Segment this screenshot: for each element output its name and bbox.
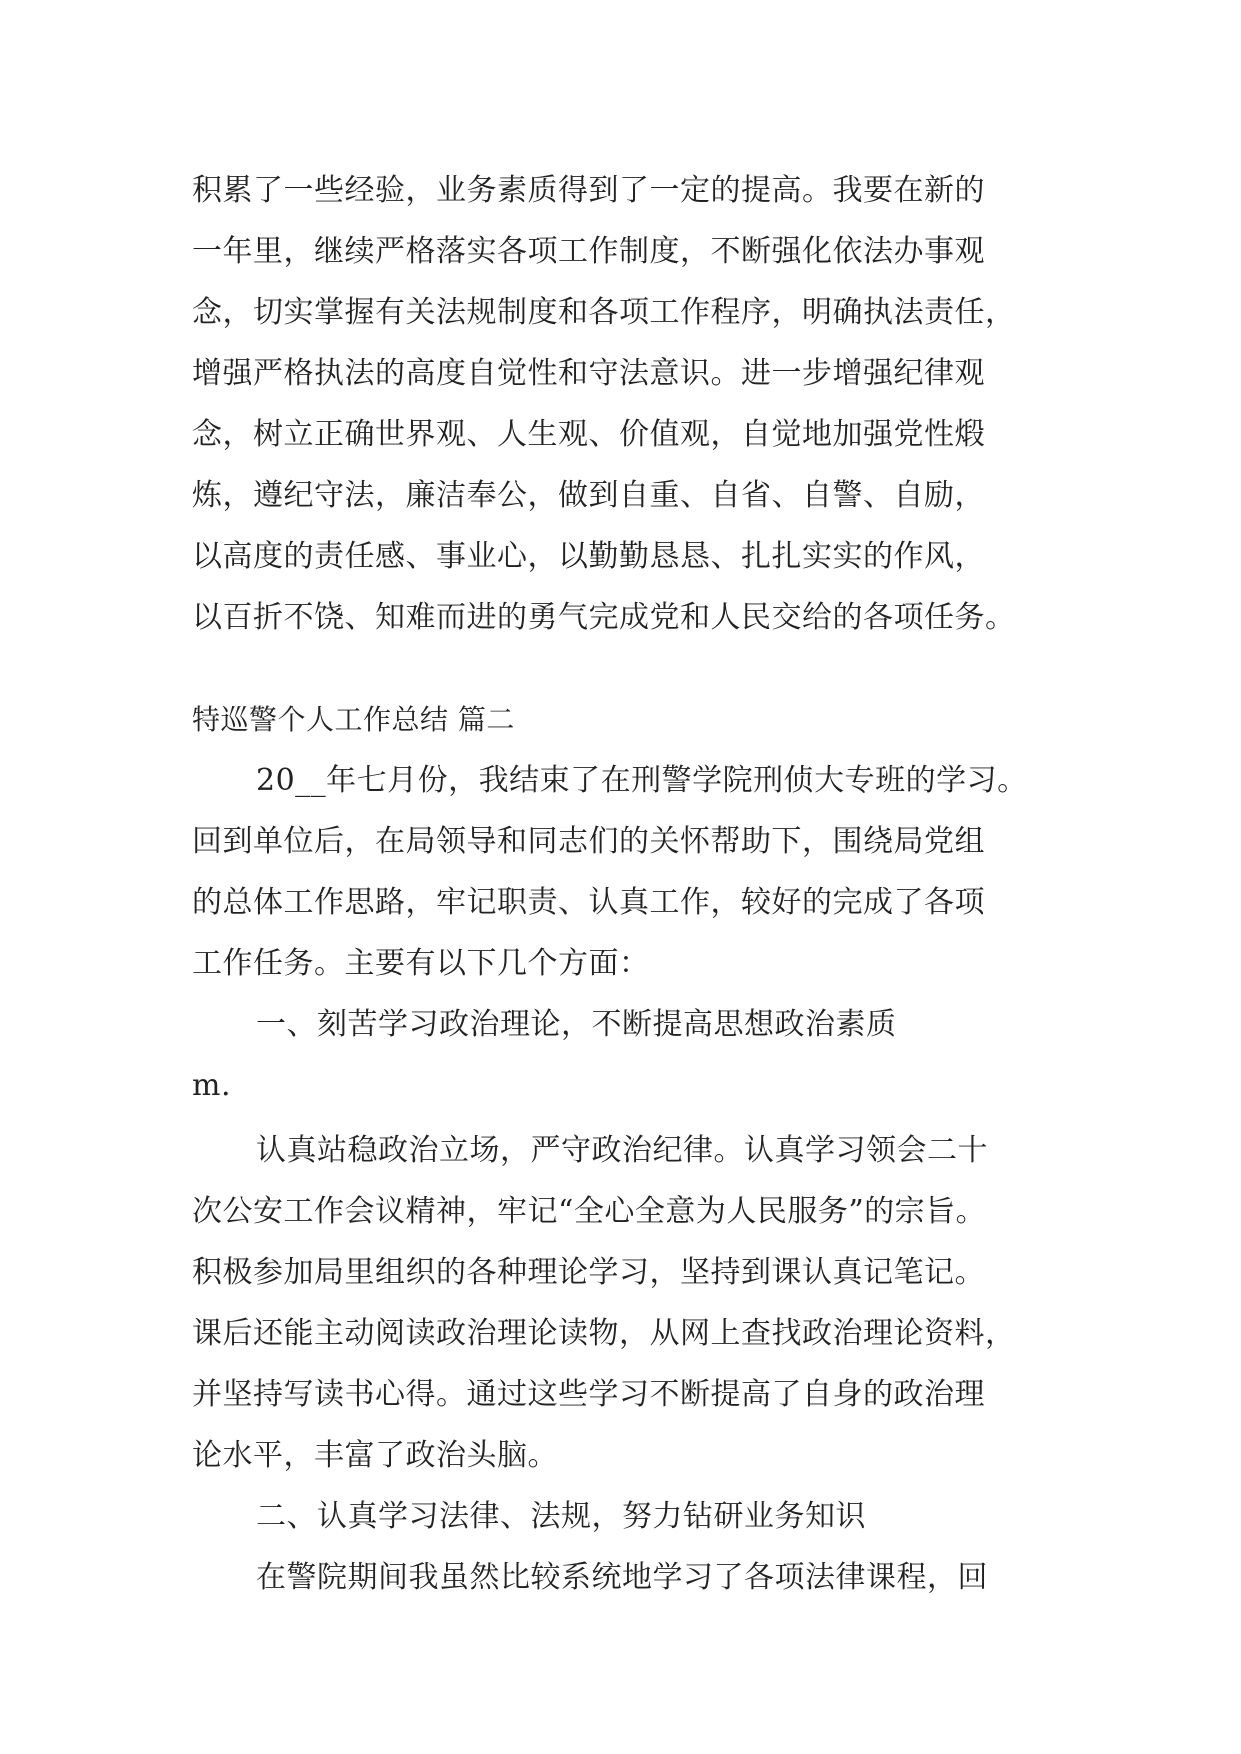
text-line: 念，树立正确世界观、人生观、价值观，自觉地加强党性煅 bbox=[192, 417, 985, 452]
text-line: m. bbox=[192, 1068, 231, 1103]
text-line: 以高度的责任感、事业心，以勤勤恳恳、扎扎实实的作风， bbox=[192, 539, 985, 574]
paragraph-commitment bbox=[192, 160, 1052, 648]
paragraph-intro bbox=[192, 750, 1052, 1116]
text-line: 以百折不饶、知难而进的勇气完成党和人民交给的各项任务。 bbox=[192, 600, 1016, 635]
text-line: 工作任务。主要有以下几个方面： bbox=[192, 946, 650, 981]
text-line: 并坚持写读书心得。通过这些学习不断提高了自身的政治理 bbox=[192, 1377, 985, 1412]
text-line: 在警院期间我虽然比较系统地学习了各项法律课程，回 bbox=[256, 1560, 988, 1595]
text-line: 课后还能主动阅读政治理论读物，从网上查找政治理论资料， bbox=[192, 1316, 1016, 1351]
subheading-law: 二、认真学习法律、法规，努力钻研业务知识 bbox=[256, 1499, 866, 1534]
text-line: 论水平，丰富了政治头脑。 bbox=[192, 1438, 558, 1473]
text-line: 认真站稳政治立场，严守政治纪律。认真学习领会二十 bbox=[256, 1133, 988, 1168]
section-heading: 特巡警个人工作总结 篇二 bbox=[192, 703, 515, 736]
text-line: 念，切实掌握有关法规制度和各项工作程序，明确执法责任， bbox=[192, 295, 1016, 330]
paragraph-politics bbox=[192, 1120, 1052, 1608]
text-line: 回到单位后，在局领导和同志们的关怀帮助下，围绕局党组 bbox=[192, 824, 985, 859]
text-line: 20__年七月份，我结束了在刑警学院刑侦大专班的学习。 bbox=[256, 763, 1028, 798]
text-line: 积累了一些经验，业务素质得到了一定的提高。我要在新的 bbox=[192, 173, 985, 208]
text-line: 次公安工作会议精神，牢记“全心全意为人民服务”的宗旨。 bbox=[192, 1194, 987, 1229]
text-line: 的总体工作思路，牢记职责、认真工作，较好的完成了各项 bbox=[192, 885, 985, 920]
text-line: 一年里，继续严格落实各项工作制度，不断强化依法办事观 bbox=[192, 234, 985, 269]
section-gap bbox=[192, 648, 1052, 689]
text-line: 炼，遵纪守法，廉洁奉公，做到自重、自省、自警、自励， bbox=[192, 478, 985, 513]
document-body bbox=[192, 160, 1052, 1608]
text-line: 增强严格执法的高度自觉性和守法意识。进一步增强纪律观 bbox=[192, 356, 985, 391]
text-line: 积极参加局里组织的各种理论学习，坚持到课认真记笔记。 bbox=[192, 1255, 985, 1290]
subheading-politics: 一、刻苦学习政治理论，不断提高思想政治素质 bbox=[256, 1007, 897, 1042]
